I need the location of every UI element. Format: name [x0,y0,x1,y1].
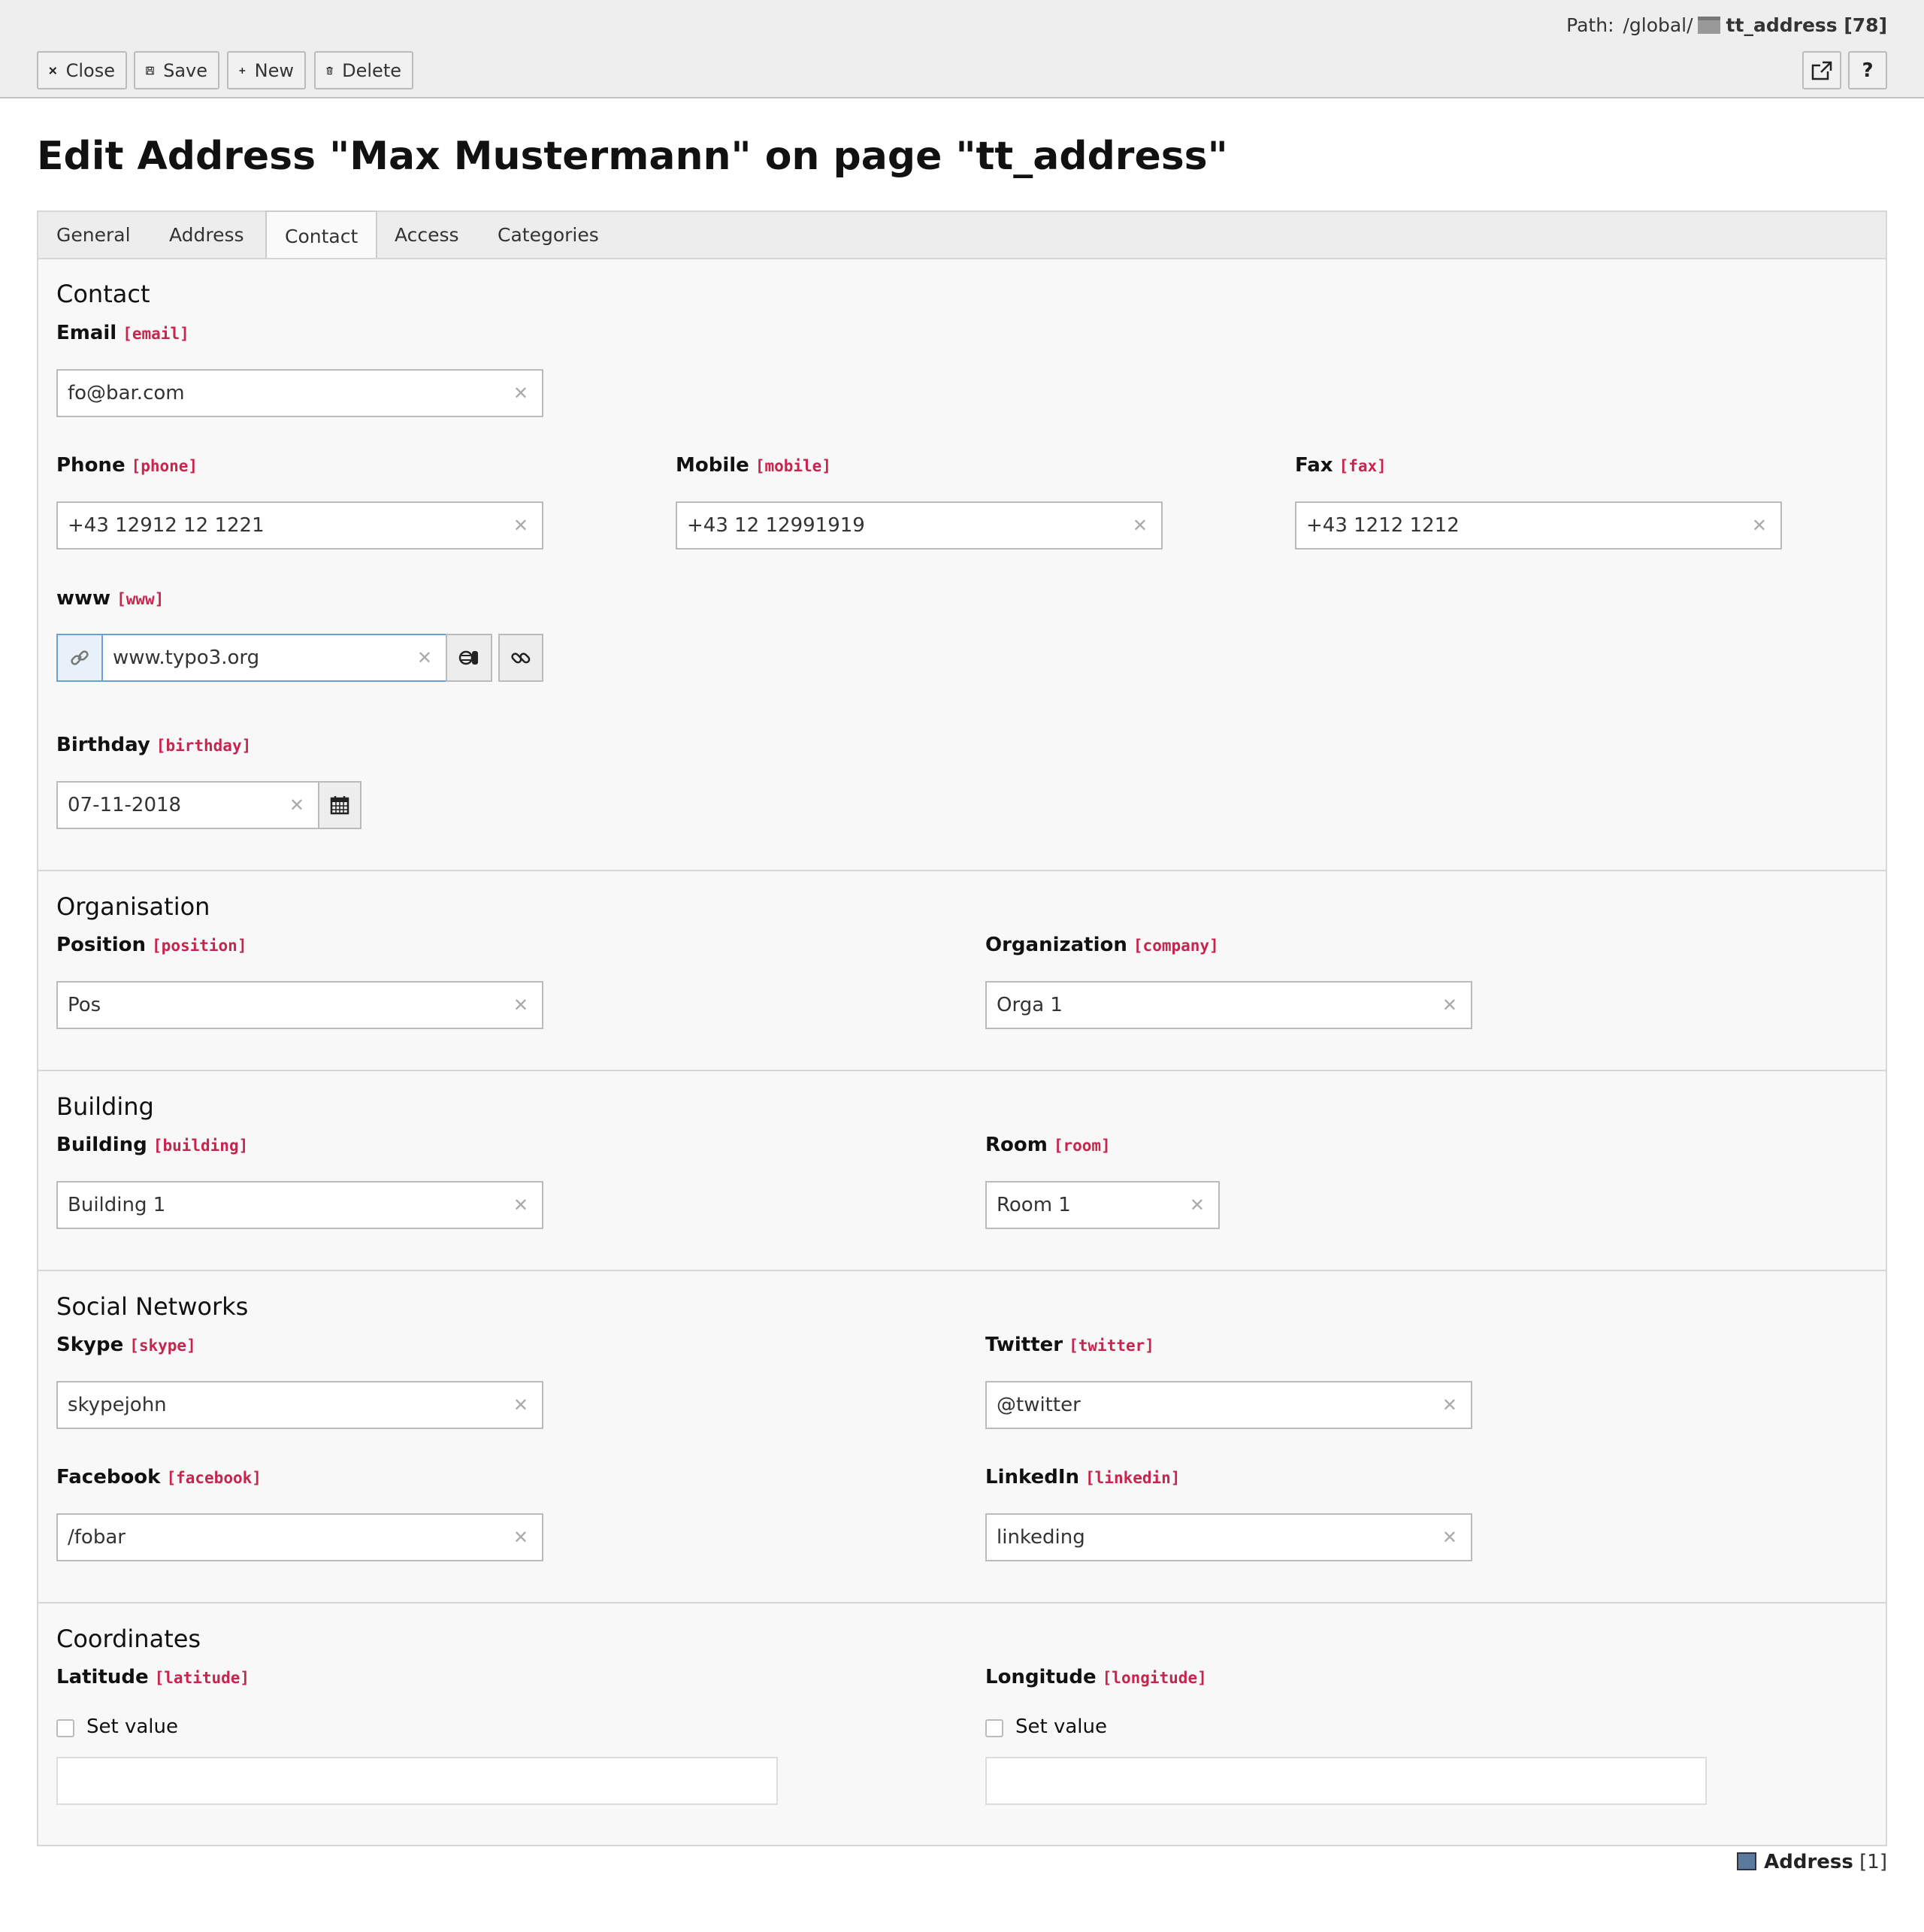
twitter-label: Twitter [twitter] [985,1334,1154,1356]
link-browser-button[interactable] [446,634,492,682]
www-label: www [www] [56,587,165,610]
section-divider [38,1270,1886,1271]
section-title-organisation: Organisation [56,892,210,921]
doc-header [0,0,1924,98]
section-title-coordinates: Coordinates [56,1625,201,1653]
facebook-field[interactable]: /fobar ✕ [56,1513,543,1561]
building-label: Building [building] [56,1134,249,1156]
section-title-social: Social Networks [56,1292,249,1321]
help-button[interactable]: ? [1848,51,1887,89]
record-footer [1737,1851,1887,1873]
tab-general[interactable]: General [56,224,131,246]
footer-record-count: [1] [1859,1851,1887,1873]
page-title: Edit Address "Max Mustermann" on page "tt_address" [37,134,1228,179]
delete-button-label: Delete [342,59,401,81]
save-button[interactable] [134,51,219,89]
link-icon [70,648,89,668]
clear-room-icon[interactable]: ✕ [1189,1195,1205,1216]
chain-icon [511,648,531,668]
position-field[interactable]: Pos ✕ [56,981,543,1029]
plus-icon [239,63,246,78]
linkedin-label: LinkedIn [linkedin] [985,1466,1181,1488]
clear-email-icon[interactable]: ✕ [513,383,528,404]
footer-record-type: Address [1764,1851,1853,1873]
clear-twitter-icon[interactable]: ✕ [1441,1394,1457,1416]
record-title: tt_address [78] [1726,14,1887,36]
clear-building-icon[interactable]: ✕ [513,1195,528,1216]
address-record-icon [1737,1852,1756,1870]
tab-bar [37,210,1887,259]
delete-button[interactable] [314,51,413,89]
latitude-set-value-checkbox[interactable] [56,1719,74,1737]
clear-birthday-icon[interactable]: ✕ [289,795,304,816]
section-title-building: Building [56,1092,154,1121]
path-label: Path: [1566,14,1614,36]
twitter-field[interactable]: @twitter ✕ [985,1381,1472,1429]
close-button[interactable] [37,51,127,89]
mobile-label: Mobile [mobile] [676,454,831,477]
latitude-field[interactable] [56,1757,778,1805]
phone-field[interactable]: +43 12912 12 1221 ✕ [56,501,543,550]
tab-access[interactable]: Access [395,224,459,246]
folder-icon [1698,17,1720,34]
birthday-label: Birthday [birthday] [56,734,252,756]
www-field[interactable]: www.typo3.org ✕ [101,634,447,682]
facebook-label: Facebook [facebook] [56,1466,262,1488]
skype-label: Skype [skype] [56,1334,196,1356]
form-panel [37,258,1887,1846]
building-field[interactable]: Building 1 ✕ [56,1181,543,1229]
section-divider [38,870,1886,871]
datepicker-button[interactable] [318,781,362,829]
clear-company-icon[interactable]: ✕ [1441,995,1457,1016]
section-divider [38,1602,1886,1603]
close-button-label: Close [65,59,115,81]
save-button-label: Save [163,59,207,81]
clear-phone-icon[interactable]: ✕ [513,515,528,536]
link-prefix-addon [56,634,103,682]
close-icon [49,64,57,77]
path-bar [1566,12,1887,39]
fax-label: Fax [fax] [1295,454,1387,477]
clear-mobile-icon[interactable]: ✕ [1132,515,1148,536]
position-label: Position [position] [56,934,247,956]
fax-field[interactable]: +43 1212 1212 ✕ [1295,501,1782,550]
company-label: Organization [company] [985,934,1219,956]
email-field[interactable]: fo@bar.com ✕ [56,369,543,417]
trash-icon [326,61,333,80]
clear-skype-icon[interactable]: ✕ [513,1394,528,1416]
latitude-set-value-label: Set value [86,1715,178,1738]
section-divider [38,1070,1886,1071]
calendar-icon [330,795,349,815]
clear-position-icon[interactable]: ✕ [513,995,528,1016]
longitude-label: Longitude [longitude] [985,1666,1207,1688]
open-new-window-button[interactable] [1802,51,1841,89]
longitude-set-value-checkbox[interactable] [985,1719,1003,1737]
longitude-field[interactable] [985,1757,1707,1805]
phone-label: Phone [phone] [56,454,198,477]
longitude-set-value-label: Set value [1015,1715,1107,1738]
tab-contact[interactable]: Contact [265,210,377,262]
email-label: Email [email] [56,322,189,344]
mobile-field[interactable]: +43 12 12991919 ✕ [676,501,1163,550]
skype-field[interactable]: skypejohn ✕ [56,1381,543,1429]
save-icon [146,61,154,80]
tab-address[interactable]: Address [169,224,244,246]
clear-fax-icon[interactable]: ✕ [1751,515,1767,536]
room-field[interactable]: Room 1 ✕ [985,1181,1220,1229]
external-link-icon [1811,61,1832,80]
linkedin-field[interactable]: linkeding ✕ [985,1513,1472,1561]
new-button[interactable] [227,51,306,89]
room-label: Room [room] [985,1134,1111,1156]
clear-www-icon[interactable]: ✕ [416,647,432,668]
new-button-label: New [254,59,294,81]
tab-categories[interactable]: Categories [498,224,599,246]
open-link-button[interactable] [498,634,543,682]
birthday-field[interactable]: 07-11-2018 ✕ [56,781,319,829]
link-wizard-icon [458,648,480,668]
clear-linkedin-icon[interactable]: ✕ [1441,1527,1457,1548]
section-title-contact: Contact [56,280,150,308]
path-value: /global/ [1623,14,1693,36]
clear-facebook-icon[interactable]: ✕ [513,1527,528,1548]
company-field[interactable]: Orga 1 ✕ [985,981,1472,1029]
latitude-label: Latitude [latitude] [56,1666,250,1688]
